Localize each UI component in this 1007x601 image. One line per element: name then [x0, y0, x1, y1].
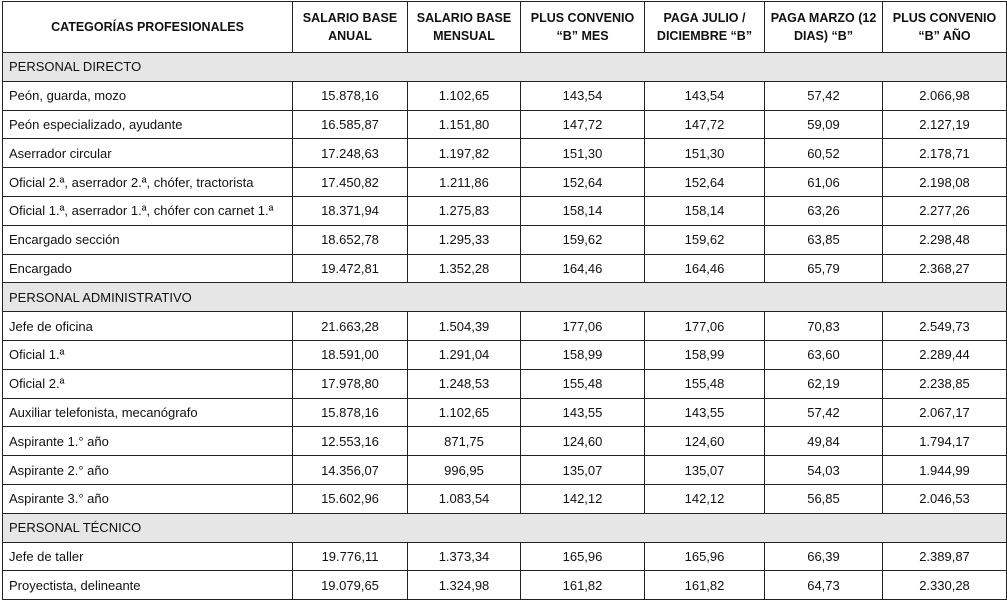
- cell-salario-base-mensual: 1.352,28: [408, 254, 521, 283]
- cell-plus-convenio-ano: 2.178,71: [883, 139, 1007, 168]
- cell-categoria: Aspirante 1.° año: [3, 427, 293, 456]
- cell-salario-base-mensual: 1.373,34: [408, 542, 521, 571]
- header-paga-marzo: PAGA MARZO (12 DIAS) “B”: [765, 2, 883, 53]
- cell-plus-convenio-mes: 124,60: [521, 427, 645, 456]
- cell-salario-base-anual: 17.248,63: [293, 139, 408, 168]
- table-row: [3, 571, 1007, 600]
- cell-paga-marzo: 56,85: [765, 484, 883, 513]
- cell-plus-convenio-mes: 161,82: [521, 571, 645, 600]
- cell-salario-base-mensual: 1.291,04: [408, 340, 521, 369]
- cell-categoria: Aspirante 2.° año: [3, 456, 293, 485]
- cell-paga-marzo: 60,52: [765, 139, 883, 168]
- cell-paga-marzo: 63,60: [765, 340, 883, 369]
- cell-salario-base-mensual: 1.102,65: [408, 398, 521, 427]
- cell-plus-convenio-ano: 2.066,98: [883, 81, 1007, 110]
- cell-paga-marzo: 65,79: [765, 254, 883, 283]
- table-row: [3, 139, 1007, 168]
- cell-plus-convenio-mes: 165,96: [521, 542, 645, 571]
- cell-paga-marzo: 70,83: [765, 312, 883, 341]
- table-row: [3, 484, 1007, 513]
- cell-plus-convenio-mes: 158,99: [521, 340, 645, 369]
- cell-salario-base-mensual: 1.102,65: [408, 81, 521, 110]
- cell-categoria: Encargado sección: [3, 225, 293, 254]
- cell-paga-julio-diciembre: 143,55: [645, 398, 765, 427]
- cell-paga-julio-diciembre: 124,60: [645, 427, 765, 456]
- cell-salario-base-mensual: 1.504,39: [408, 312, 521, 341]
- cell-paga-marzo: 59,09: [765, 110, 883, 139]
- header-salario-base-anual: SALARIO BASE ANUAL: [293, 2, 408, 53]
- header-categorias: CATEGORÍAS PROFESIONALES: [3, 2, 293, 53]
- cell-plus-convenio-mes: 143,55: [521, 398, 645, 427]
- cell-plus-convenio-ano: 2.330,28: [883, 571, 1007, 600]
- section-title: PERSONAL ADMINISTRATIVO: [3, 283, 1007, 312]
- header-paga-julio-diciembre: PAGA JULIO / DICIEMBRE “B”: [645, 2, 765, 53]
- cell-salario-base-anual: 15.878,16: [293, 398, 408, 427]
- cell-categoria: Oficial 1.ª, aserrador 1.ª, chófer con carnet 1.ª: [3, 196, 293, 225]
- cell-categoria: Oficial 2.ª, aserrador 2.ª, chófer, tractorista: [3, 168, 293, 197]
- cell-paga-julio-diciembre: 159,62: [645, 225, 765, 254]
- header-row: [3, 2, 1007, 53]
- cell-salario-base-mensual: 1.211,86: [408, 168, 521, 197]
- cell-plus-convenio-mes: 142,12: [521, 484, 645, 513]
- table-row: [3, 168, 1007, 197]
- cell-salario-base-mensual: 1.295,33: [408, 225, 521, 254]
- cell-paga-marzo: 66,39: [765, 542, 883, 571]
- salary-table: [2, 1, 1007, 600]
- cell-paga-julio-diciembre: 147,72: [645, 110, 765, 139]
- cell-plus-convenio-mes: 155,48: [521, 369, 645, 398]
- cell-plus-convenio-ano: 2.389,87: [883, 542, 1007, 571]
- table-row: [3, 254, 1007, 283]
- table-body: [3, 53, 1007, 600]
- cell-plus-convenio-ano: 2.289,44: [883, 340, 1007, 369]
- cell-plus-convenio-mes: 158,14: [521, 196, 645, 225]
- cell-categoria: Aserrador circular: [3, 139, 293, 168]
- cell-categoria: Peón, guarda, mozo: [3, 81, 293, 110]
- cell-paga-julio-diciembre: 158,14: [645, 196, 765, 225]
- cell-salario-base-anual: 15.878,16: [293, 81, 408, 110]
- section-row: [3, 53, 1007, 82]
- cell-salario-base-anual: 18.652,78: [293, 225, 408, 254]
- cell-plus-convenio-mes: 143,54: [521, 81, 645, 110]
- section-title: PERSONAL TÉCNICO: [3, 513, 1007, 542]
- table-row: [3, 312, 1007, 341]
- cell-paga-julio-diciembre: 158,99: [645, 340, 765, 369]
- cell-plus-convenio-mes: 151,30: [521, 139, 645, 168]
- cell-plus-convenio-ano: 2.127,19: [883, 110, 1007, 139]
- cell-paga-marzo: 63,26: [765, 196, 883, 225]
- cell-plus-convenio-ano: 2.549,73: [883, 312, 1007, 341]
- cell-categoria: Aspirante 3.° año: [3, 484, 293, 513]
- cell-plus-convenio-ano: 1.944,99: [883, 456, 1007, 485]
- cell-paga-marzo: 57,42: [765, 81, 883, 110]
- cell-salario-base-anual: 17.450,82: [293, 168, 408, 197]
- cell-categoria: Proyectista, delineante: [3, 571, 293, 600]
- cell-salario-base-anual: 19.776,11: [293, 542, 408, 571]
- cell-paga-julio-diciembre: 142,12: [645, 484, 765, 513]
- table-row: [3, 81, 1007, 110]
- table-row: [3, 398, 1007, 427]
- cell-salario-base-anual: 12.553,16: [293, 427, 408, 456]
- cell-paga-julio-diciembre: 165,96: [645, 542, 765, 571]
- cell-salario-base-anual: 15.602,96: [293, 484, 408, 513]
- cell-paga-julio-diciembre: 151,30: [645, 139, 765, 168]
- cell-paga-marzo: 64,73: [765, 571, 883, 600]
- cell-salario-base-anual: 17.978,80: [293, 369, 408, 398]
- cell-salario-base-mensual: 1.083,54: [408, 484, 521, 513]
- cell-plus-convenio-mes: 152,64: [521, 168, 645, 197]
- cell-paga-marzo: 62,19: [765, 369, 883, 398]
- cell-plus-convenio-ano: 2.046,53: [883, 484, 1007, 513]
- cell-paga-marzo: 54,03: [765, 456, 883, 485]
- section-title: PERSONAL DIRECTO: [3, 53, 1007, 82]
- cell-salario-base-mensual: 1.248,53: [408, 369, 521, 398]
- cell-salario-base-anual: 18.371,94: [293, 196, 408, 225]
- table-row: [3, 427, 1007, 456]
- cell-paga-julio-diciembre: 155,48: [645, 369, 765, 398]
- cell-paga-marzo: 61,06: [765, 168, 883, 197]
- cell-categoria: Peón especializado, ayudante: [3, 110, 293, 139]
- cell-salario-base-mensual: 1.197,82: [408, 139, 521, 168]
- cell-salario-base-mensual: 1.324,98: [408, 571, 521, 600]
- cell-categoria: Jefe de taller: [3, 542, 293, 571]
- cell-categoria: Auxiliar telefonista, mecanógrafo: [3, 398, 293, 427]
- cell-paga-marzo: 49,84: [765, 427, 883, 456]
- cell-salario-base-anual: 19.079,65: [293, 571, 408, 600]
- cell-plus-convenio-ano: 2.238,85: [883, 369, 1007, 398]
- cell-paga-marzo: 57,42: [765, 398, 883, 427]
- section-row: [3, 513, 1007, 542]
- section-row: [3, 283, 1007, 312]
- cell-paga-julio-diciembre: 152,64: [645, 168, 765, 197]
- table-row: [3, 369, 1007, 398]
- header-salario-base-mensual: SALARIO BASE MENSUAL: [408, 2, 521, 53]
- cell-paga-julio-diciembre: 164,46: [645, 254, 765, 283]
- table-row: [3, 225, 1007, 254]
- table-row: [3, 110, 1007, 139]
- table-row: [3, 456, 1007, 485]
- cell-plus-convenio-ano: 2.067,17: [883, 398, 1007, 427]
- cell-categoria: Jefe de oficina: [3, 312, 293, 341]
- cell-plus-convenio-mes: 135,07: [521, 456, 645, 485]
- cell-salario-base-anual: 14.356,07: [293, 456, 408, 485]
- cell-salario-base-mensual: 996,95: [408, 456, 521, 485]
- cell-categoria: Encargado: [3, 254, 293, 283]
- cell-paga-julio-diciembre: 177,06: [645, 312, 765, 341]
- cell-salario-base-anual: 21.663,28: [293, 312, 408, 341]
- cell-salario-base-mensual: 871,75: [408, 427, 521, 456]
- header-plus-convenio-ano: PLUS CONVENIO “B” AÑO: [883, 2, 1007, 53]
- table-row: [3, 340, 1007, 369]
- cell-paga-marzo: 63,85: [765, 225, 883, 254]
- cell-plus-convenio-mes: 147,72: [521, 110, 645, 139]
- cell-salario-base-mensual: 1.151,80: [408, 110, 521, 139]
- cell-plus-convenio-ano: 2.198,08: [883, 168, 1007, 197]
- cell-salario-base-anual: 19.472,81: [293, 254, 408, 283]
- cell-paga-julio-diciembre: 135,07: [645, 456, 765, 485]
- cell-plus-convenio-ano: 2.277,26: [883, 196, 1007, 225]
- cell-salario-base-anual: 16.585,87: [293, 110, 408, 139]
- cell-plus-convenio-mes: 177,06: [521, 312, 645, 341]
- cell-salario-base-anual: 18.591,00: [293, 340, 408, 369]
- cell-categoria: Oficial 1.ª: [3, 340, 293, 369]
- header-plus-convenio-mes: PLUS CONVENIO “B” MES: [521, 2, 645, 53]
- cell-paga-julio-diciembre: 143,54: [645, 81, 765, 110]
- cell-plus-convenio-ano: 2.298,48: [883, 225, 1007, 254]
- cell-salario-base-mensual: 1.275,83: [408, 196, 521, 225]
- cell-plus-convenio-mes: 164,46: [521, 254, 645, 283]
- cell-plus-convenio-ano: 1.794,17: [883, 427, 1007, 456]
- cell-plus-convenio-mes: 159,62: [521, 225, 645, 254]
- cell-categoria: Oficial 2.ª: [3, 369, 293, 398]
- cell-plus-convenio-ano: 2.368,27: [883, 254, 1007, 283]
- table-row: [3, 196, 1007, 225]
- cell-paga-julio-diciembre: 161,82: [645, 571, 765, 600]
- table-row: [3, 542, 1007, 571]
